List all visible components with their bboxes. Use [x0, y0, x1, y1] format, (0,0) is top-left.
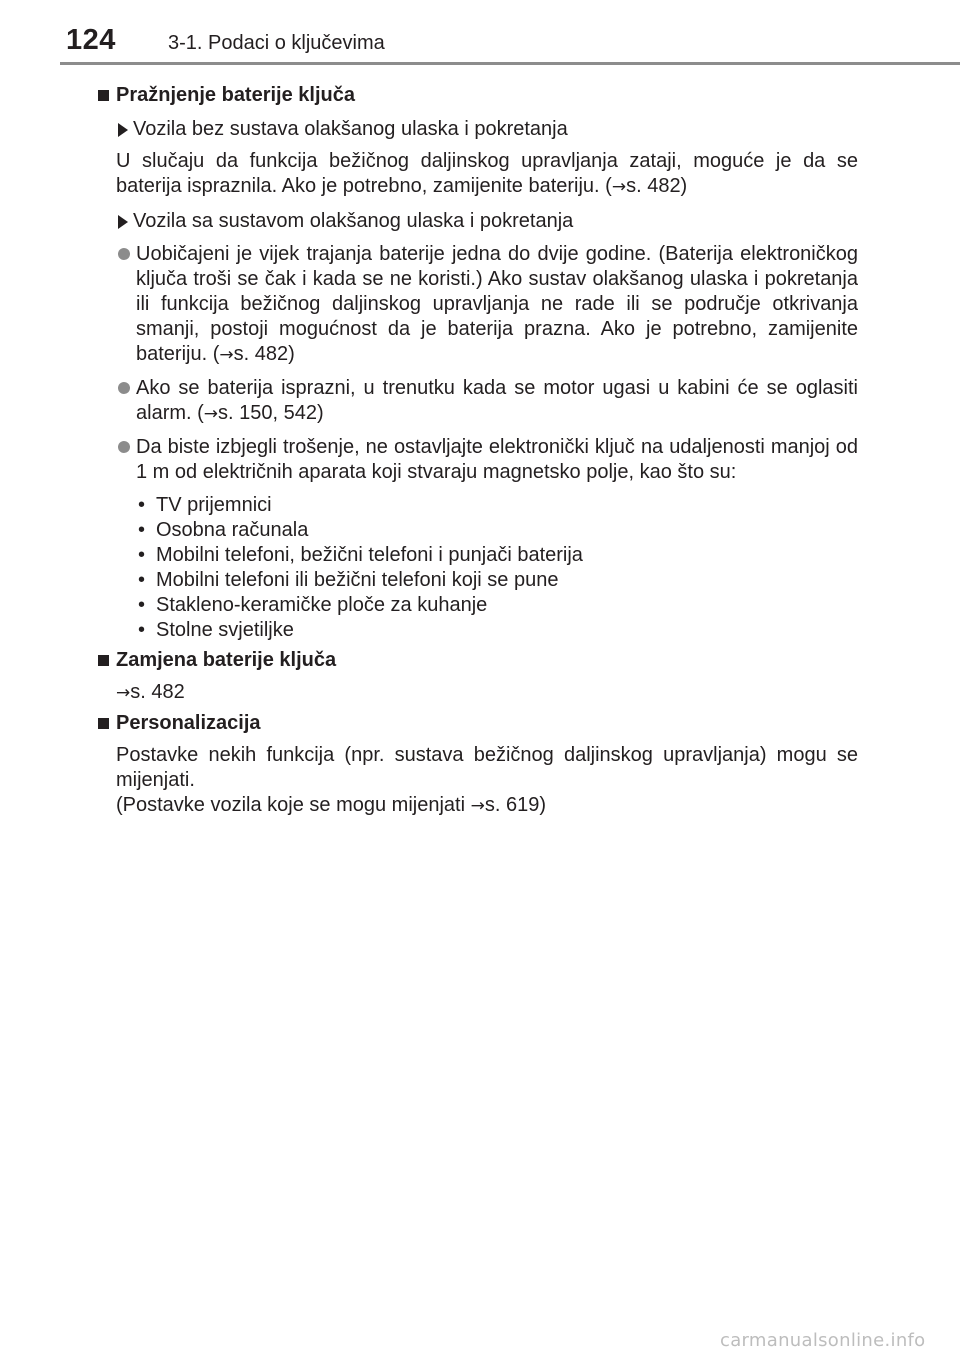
page-reference: s. 482: [130, 681, 185, 703]
list-item-magnetic-field: [96, 435, 858, 485]
triangle-bullet-icon: [118, 215, 128, 229]
heading-text: Zamjena baterije ključa: [116, 649, 337, 671]
text: (Postavke vozila koje se mogu mijenjati: [116, 794, 471, 816]
arrow-icon: →: [611, 177, 627, 197]
list-item-alarm: [96, 376, 858, 427]
appliance-list: [96, 493, 858, 643]
header-rule: [60, 62, 960, 65]
list-item: • Osobna računala: [136, 518, 858, 543]
list-item-battery-life: [96, 242, 858, 368]
page-number: 124: [66, 24, 116, 56]
list-item: • Mobilni telefoni, bežični telefoni i punjači baterija: [136, 543, 858, 568]
page-reference: s. 619): [484, 794, 547, 816]
square-bullet-icon: [98, 718, 109, 729]
chapter-title: 3-1. Podaci o ključevima: [168, 32, 385, 54]
personalization-note: [116, 793, 858, 819]
page-reference: s. 150, 542): [218, 402, 324, 424]
arrow-icon: →: [219, 345, 234, 365]
arrow-icon: →: [470, 796, 485, 816]
watermark: carmanualsonline.info: [720, 1330, 926, 1351]
subheading-text: Vozila bez sustava olakšanog ulaska i pokretanja: [133, 118, 568, 140]
list-item: • Stolne svjetiljke: [136, 618, 858, 643]
section-heading-replace: [96, 648, 858, 673]
arrow-icon: →: [203, 404, 219, 424]
circle-bullet-icon: [118, 441, 130, 453]
page-reference: s. 482): [626, 175, 688, 197]
heading-text: Personalizacija: [116, 712, 261, 734]
list-item: • Mobilni telefoni ili bežični telefoni koji se pune: [136, 568, 858, 593]
subheading-smart-entry: [96, 209, 858, 234]
subheading-text: Vozila sa sustavom olakšanog ulaska i pokretanja: [133, 210, 574, 232]
circle-bullet-icon: [118, 382, 130, 394]
text: Da biste izbjegli trošenje, ne ostavljajte elektronički ključ na udaljenosti manjoj od 1 m od električnih aparata koji stvaraju magnetsko polje, kao što su:: [136, 436, 858, 483]
text: U slučaju da funkcija bežičnog daljinskog upravljanja zataji, moguće je da se baterija ispraznila. Ako je potrebno, zamijenite bateriju. (: [116, 150, 858, 197]
square-bullet-icon: [98, 90, 109, 101]
list-item: • Stakleno-keramičke ploče za kuhanje: [136, 593, 858, 618]
page-reference: s. 482): [233, 343, 295, 365]
arrow-icon: →: [116, 683, 131, 703]
list-item: • TV prijemnici: [136, 493, 858, 518]
square-bullet-icon: [98, 655, 109, 666]
paragraph-personalization: [96, 743, 858, 819]
page-header: [0, 0, 960, 64]
text: Ako se baterija isprazni, u trenutku kada se motor ugasi u kabini će se oglasiti alarm. (: [136, 377, 858, 424]
paragraph-remote-failure: [96, 149, 858, 200]
text: Postavke nekih funkcija (npr. sustava bežičnog daljinskog upravljanja) mogu se mijenjati.: [116, 744, 858, 791]
subheading-no-smart-entry: [96, 117, 858, 142]
replace-reference: [96, 680, 858, 706]
text: Uobičajeni je vijek trajanja baterije jedna do dvije godine. (Baterija elektroničkog ključa troši se čak i kada se ne koristi.) Ako sustav olakšanog ulaska i pokretanja ili funkcija bežičnog daljinskog upravljanja ne rade ili se područje otkrivanja smanji, postoji mogućnost da je baterija prazna. Ako je potrebno, zamijenite bateriju. (: [136, 243, 858, 365]
circle-bullet-icon: [118, 248, 130, 260]
section-heading-battery: [96, 83, 858, 108]
page-content: [96, 78, 858, 819]
section-heading-personal: [96, 711, 858, 736]
triangle-bullet-icon: [118, 123, 128, 137]
heading-text: Pražnjenje baterije ključa: [116, 84, 355, 106]
